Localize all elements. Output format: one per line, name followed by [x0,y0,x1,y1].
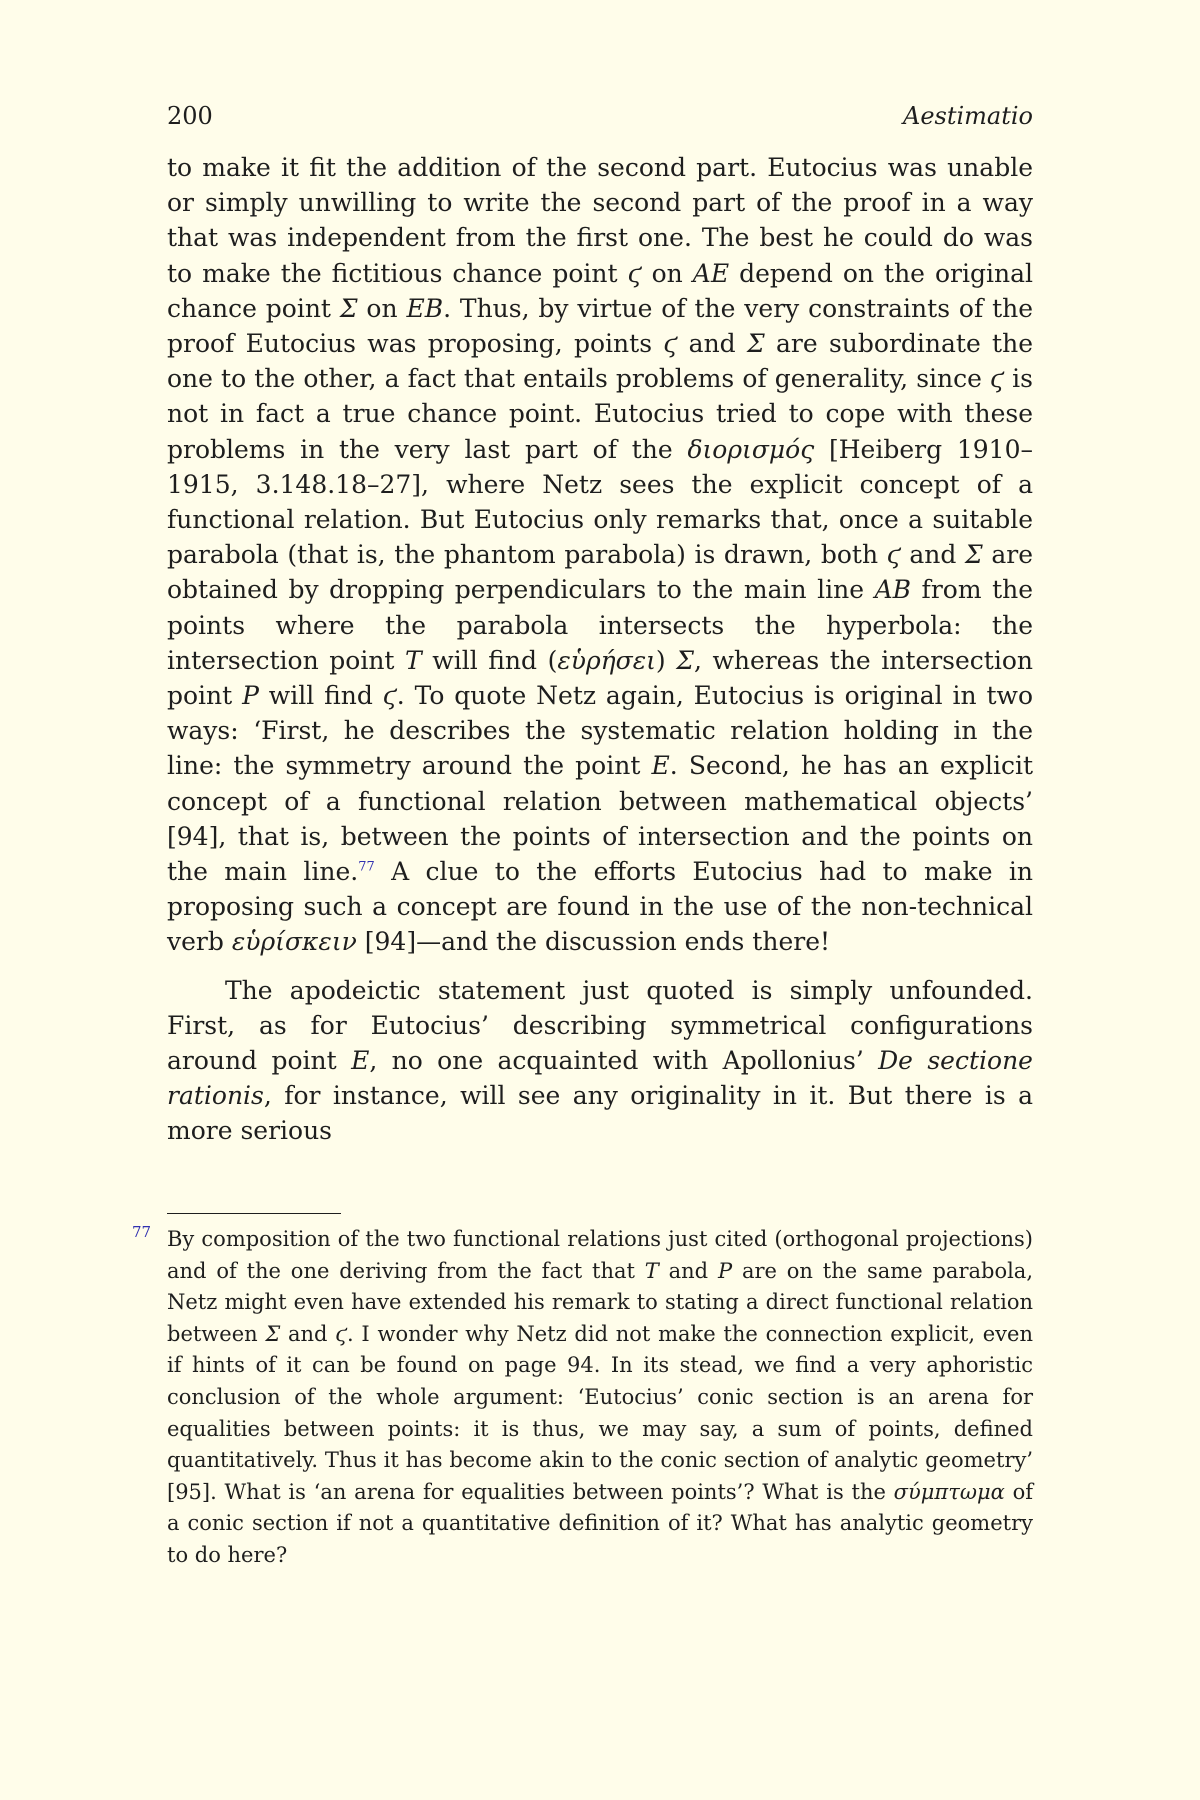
text-run: By composition of the two functional relations just cited (orthogonal projections) and of the one deriving from the fact that [167,1227,1033,1283]
footnote-area [132,1213,1033,1572]
text-run: are on the same parabola, Netz might even have extended his remark to stating a direct functional relation between [167,1258,1033,1346]
text-run: depend on the original chance point [167,258,1033,323]
text-run: will find ( [421,645,558,675]
footnote-reference-link[interactable]: 77 [358,859,375,875]
text-run: and [900,540,966,570]
text-run: is not in fact a true chance point. Eutocius tried to cope with these problems in the very last part of the [167,364,1033,464]
math-symbol: E [351,1046,370,1076]
text-run: and [280,1321,336,1346]
text-run: . Second, he has an explicit concept of a functional relation between mathematical objects’ [94], that is, between the points of intersection and the points on the main line. [167,751,1033,887]
footnote-mark-link[interactable]: 77 [132,1223,152,1241]
text-run: A clue to the efforts Eutocius had to make in proposing such a concept are found in the use of the non-technical verb [167,857,1033,957]
math-symbol: ϛ [382,681,397,711]
greek-term: εὑρήσει [557,645,656,675]
page [167,98,1033,1149]
math-symbol: Σ [339,293,358,323]
text-run: . Thus, by virtue of the very constraints of the proof Eutocius was proposing, points [167,293,1034,359]
footnote-77 [132,1223,1033,1572]
text-run: are obtained by dropping perpendiculars to the main line [167,540,1033,605]
journal-title: Aestimatio [902,102,1033,130]
math-symbol: Σ [965,540,983,570]
running-head [167,98,1033,134]
text-run: . To quote Netz again, Eutocius is original in two ways: ‘First, he describes the systematic relation holding in the line: the symmetry around the point [167,681,1033,781]
paragraph-1 [167,150,1033,960]
math-symbol: ϛ [990,364,1005,394]
text-run: , no one acquainted with Apollonius’ [369,1046,879,1076]
math-symbol: ϛ [663,329,678,359]
book-title: De sectione rationis [167,1046,1033,1111]
paragraph-2 [167,973,1033,1149]
greek-term: σύμπτωμα [893,1479,1005,1504]
text-run: will find [258,681,383,711]
math-symbol: T [644,1258,659,1283]
text-run: ) [655,645,677,675]
text-run: to make it fit the addition of the second part. Eutocius was unable or simply unwilling to write the second part of the proof in a way that was independent from the first one. The best he could do was to make the fictitious chance point [167,153,1033,288]
body-text [167,150,1033,1149]
math-symbol: P [717,1258,733,1283]
footnote-rule [167,1213,341,1214]
math-symbol: Σ [265,1321,281,1346]
greek-term: διορισμός [687,434,815,464]
math-symbol: ϛ [886,540,901,570]
text-run: , for instance, will see any originality in it. But there is a more serious [167,1081,1033,1146]
text-run: on [641,258,693,288]
greek-term: εὑρίσκειν [231,927,357,957]
math-symbol: AE [692,258,730,288]
text-run: The apodeictic statement just quoted is simply unfounded. First, as for Eutocius’ describing symmetrical configurations around point [167,975,1033,1076]
text-run: . I wonder why Netz did not make the connection explicit, even if hints of it can be found on page 94. In its stead, we find a very aphoristic conclusion of the whole argument: ‘Eutocius’ conic section is an arena for equalities between points: it is thus, we may say, a sum of points, defined quantitatively. Thus it has become akin to the conic section of analytic geometry’ [95]. What is ‘an arena for equalities between points’? What is the [167,1321,1033,1504]
math-symbol: AB [874,575,912,605]
text-run: and [677,329,747,359]
math-symbol: EB [406,293,444,323]
math-symbol: T [405,645,422,675]
math-symbol: ϛ [627,258,642,288]
text-run: on [357,293,407,323]
math-symbol: Σ [676,645,694,675]
text-run: and [658,1258,718,1283]
page-number: 200 [167,102,213,130]
math-symbol: P [242,681,259,711]
text-run: [Heiberg 1910–1915, 3.148.18–27], where Netz sees the explicit concept of a functional relation. But Eutocius only remarks that, once a suitable parabola (that is, the phantom parabola) is drawn, both [167,434,1033,570]
math-symbol: Σ [747,329,765,359]
text-run: are subordinate the one to the other, a fact that entails problems of generality, since [167,329,1033,394]
math-symbol: E [651,751,670,781]
text-run: from the points where the parabola intersects the hyperbola: the intersection point [167,575,1034,675]
text-run: , whereas the intersection point [167,645,1033,711]
text-run: of a conic section if not a quantitative definition of it? What has analytic geometry to do here? [167,1479,1033,1567]
math-symbol: ϛ [335,1321,348,1346]
text-run: [94]—and the discussion ends there! [356,927,831,957]
